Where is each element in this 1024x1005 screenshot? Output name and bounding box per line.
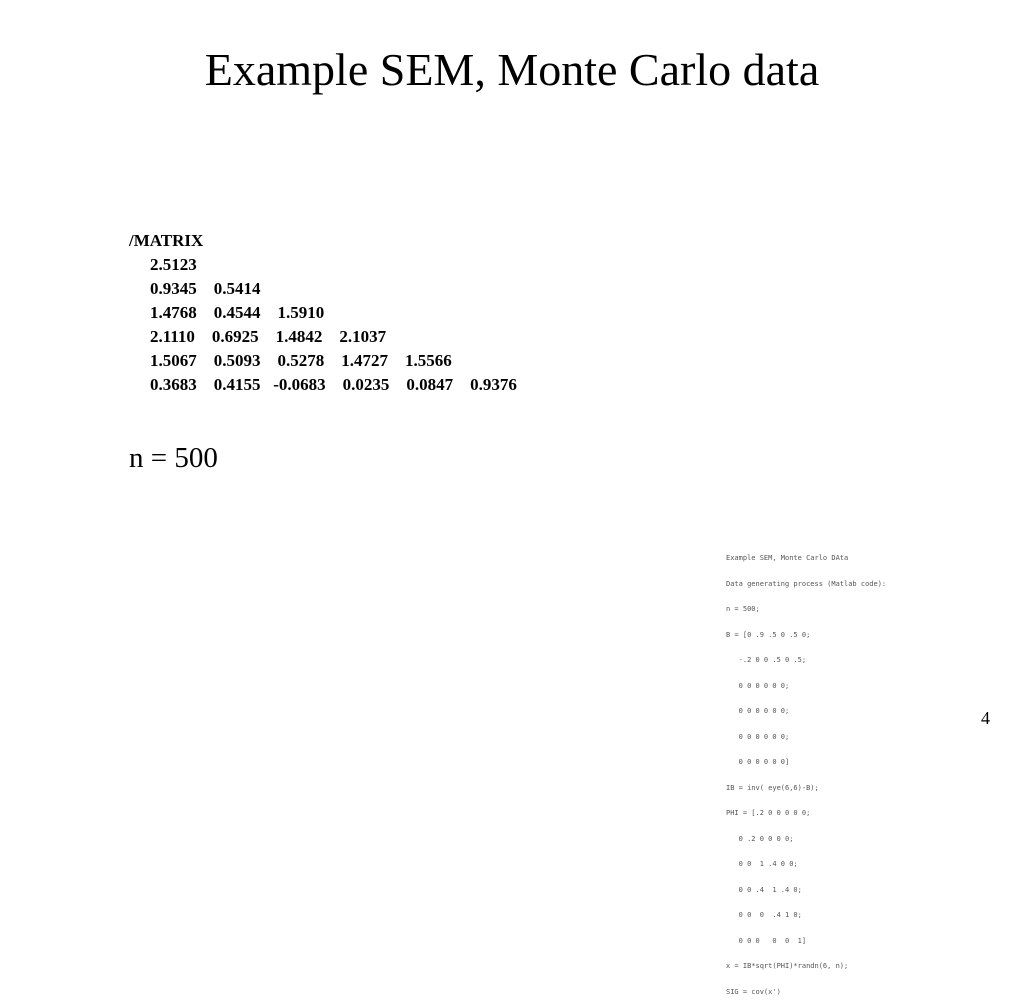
- code-line: 0 0 1 .4 0 0;: [726, 860, 798, 868]
- code-line: PHI = [.2 0 0 0 0 0;: [726, 809, 811, 817]
- matrix-cell: 1.5566: [405, 351, 452, 370]
- matrix-cell: 0.5278: [277, 351, 325, 370]
- code-line: Example SEM, Monte Carlo DAta: [726, 554, 849, 562]
- matrix-cell: 1.4768: [150, 303, 197, 322]
- slide-title: Example SEM, Monte Carlo data: [204, 44, 820, 95]
- code-line: x = IB*sqrt(PHI)*randn(6, n);: [726, 962, 849, 970]
- matrix-cell: 0.9376: [470, 375, 517, 394]
- matrix-cell: 0.6925: [211, 327, 259, 346]
- matrix-cell: 2.5123: [150, 255, 197, 274]
- matrix-row: [129, 253, 517, 277]
- matrix-row: [129, 349, 517, 373]
- code-line: 0 0 0 0 0 0;: [726, 707, 790, 715]
- sample-size-label: n = 500: [129, 442, 218, 474]
- matrix-cell: 1.5067: [150, 351, 197, 370]
- covariance-matrix: [129, 229, 517, 397]
- code-line: B = [0 .9 .5 0 .5 0;: [726, 630, 811, 639]
- code-line: Data generating process (Matlab code):: [726, 579, 887, 588]
- code-line: 0 0 0 .4 1 0;: [726, 911, 802, 919]
- matrix-cell: 1.5910: [277, 303, 325, 322]
- matrix-cell: 2.1037: [339, 327, 387, 346]
- code-line: IB = inv( eye(6,6)-B);: [726, 783, 819, 792]
- matrix-cell: 0.0235: [342, 375, 390, 394]
- page-number: 4: [981, 708, 990, 728]
- matrix-cell: 0.5414: [213, 279, 261, 298]
- code-line: SIG = cov(x'): [726, 987, 781, 996]
- matrix-cell: 2.1110: [150, 327, 195, 346]
- matrix-cell: 1.4727: [341, 351, 388, 370]
- matrix-cell: 1.4842: [275, 327, 323, 346]
- code-line: n = 500;: [726, 605, 760, 613]
- code-line: 0 .2 0 0 0 0;: [726, 834, 794, 843]
- matrix-cell: 0.9345: [150, 279, 197, 298]
- code-line: -.2 0 0 .5 0 .5;: [726, 656, 807, 664]
- code-line: 0 0 0 0 0 0;: [726, 732, 790, 741]
- matrix-row: [129, 325, 517, 349]
- matrix-row: [129, 301, 517, 325]
- code-line: 0 0 0 0 0 0]: [726, 758, 790, 766]
- matrix-header: /MATRIX: [129, 231, 204, 250]
- code-line: 0 0 0 0 0 1]: [726, 936, 807, 945]
- matrix-cell: -0.0683: [273, 375, 326, 394]
- matrix-cell: 0.3683: [150, 375, 197, 394]
- matrix-row: [129, 373, 517, 397]
- matrix-cell: 0.4155: [213, 375, 261, 394]
- matrix-cell: 0.0847: [406, 375, 454, 394]
- code-line: 0 0 0 0 0 0;: [726, 681, 790, 690]
- matlab-code-note: [726, 537, 886, 1005]
- matrix-row: [129, 277, 517, 301]
- code-line: 0 0 .4 1 .4 0;: [726, 885, 802, 894]
- matrix-cell: 0.5093: [213, 351, 261, 370]
- matrix-cell: 0.4544: [213, 303, 261, 322]
